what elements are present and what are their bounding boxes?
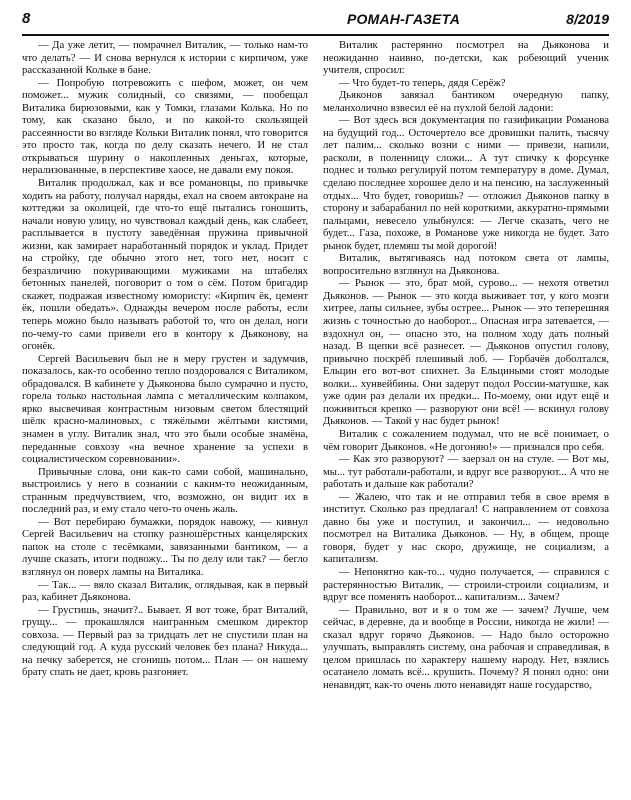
paragraph: — Непонятно как-то... чудно получается, — справился с растерянностью Виталик, — строили-строили социализм, и вдруг все поменять наоборот... капитализм... Зачем?	[323, 565, 609, 604]
paragraph: — Рынок — это, брат мой, сурово... — нехотя ответил Дьяконов. — Рынок — это когда выживает тот, у кого мозги хитрее, лапы сильнее, зубы острее... Рынок — это теперешняя жизнь с точностью до наоборот... Опасная игра затевается, — вздохнул он, — опасно это, на полном ходу дать полный назад. В щепки всё разнесет. — Дьяконов опустил голову, привычно поскрёб плешивый лоб. — Горбачёв доболтался, Ельцин его вот-вот спихнет. За Ельциными стоят молодые волки... хунвейбины. Они задерут подол России-матушке, как уже один раз делали их предки... По-моему, они идут ещё и поживиться крепко — разворуют они всё! — вскинул голову Дьяконов. — Такой у нас будет рынок!	[323, 277, 609, 428]
paragraph: — Да уже летит, — помрачнел Виталик, — только нам-то что делать? — И снова вернулся к истории с кирпичом, уже рассказанной Кольке в бане.	[22, 39, 308, 77]
paragraph: — Грустишь, значит?.. Бывает. Я вот тоже, брат Виталий, грущу... — прокашлялся наигранным смешком директор совхоза. — Первый раз за тридцать лет не спустили план на следующий год. А куда русский человек без плана? Никуда... на печку заберется, не сгонишь потом... План — он нашему брату спать не дает, кровь разгоняет.	[22, 603, 308, 679]
left-column	[22, 39, 308, 795]
paragraph: — Как это разворуют? — заерзал он на стуле. — Вот мы, мы... тут работали-работали, и вдруг все разворуют... А что не работать и дальше как работали?	[323, 453, 609, 491]
paragraph: — Попробую потревожить с шефом, может, он чем поможет... мужик солидный, со связями, — пообещал Виталика бирюзовыми, как у Томки, глазами Колька. Но по тому, как сказано было, и по какой-то скользящей рассеянности во взгляде Кольки Виталик понял, что говорится это просто так, когда по делу сказать нечего. И не стал открываться шурину о накопленных деньгах, которые, нерализованные, в перспективе хаосе, не давали ему покоя.	[22, 76, 308, 177]
paragraph: Привычные слова, они как-то сами собой, машинально, выстроились у него в сознании с каким-то неожиданным, странным предчувствием, что, возможно, он видит их в последний раз, и ему стало чего-то очень жаль.	[22, 465, 308, 516]
paragraph: — Правильно, вот и я о том же — зачем? Лучше, чем сейчас, в деревне, да и вообще в России, никогда не жили! — сказал вдруг горячо Дьяконов. — Надо было осторожно улучшать, выправлять систему, она рабочая и справедливая, в целом пришлась по характеру нашему народу. Нет, взялись осатанело ломать всё... крушить. Почему? Я понял одно: они ненавидят, как-то очень люто ненавидят наше государство,	[323, 603, 609, 691]
paragraph: Виталик, вытягиваясь над потоком света от лампы, вопросительно взглянул на Дьяконова.	[323, 252, 609, 277]
paragraph: — Что будет-то теперь, дядя Серёж?	[339, 76, 506, 89]
paragraph: Сергей Васильевич был не в меру грустен и задумчив, показалось, как-то особенно тепло поздоровался с Виталиком, обрадовался. В кабинете у Дьяконова было сумрачно и пусто, горела только настольная лампа с металлическим колпаком, ярко высвечивая контрастным низовым светом блестящий шёлк красно-малиновых, с тяжёлыми жёлтыми кистями, знамен в углу. Виталик знал, что это были особые знамёна, переданные совхозу «на вечное хранение за успехи в социалистическом соревновании».	[22, 352, 308, 466]
paragraph: — Так... — вяло сказал Виталик, оглядывая, как в первый раз, кабинет Дьяконова.	[22, 578, 308, 604]
paragraph: Виталик с сожалением подумал, что не всё понимает, о чём говорит Дьяконов. «Не догоняю!» — признался про себя.	[323, 427, 609, 453]
page-header	[22, 8, 609, 36]
journal-title: РОМАН-ГАЗЕТА	[347, 11, 461, 27]
paragraph: — Вот перебираю бумажки, порядок навожу, — кивнул Сергей Васильевич на стопку разношёрстных канцелярских папок на столе с тесёмками, завязанными бантиком, — а лучше сказать, итоги подвожу... Ты по делу или так? — бегло взглянул он поверх лампы на Виталика.	[22, 515, 308, 578]
paragraph: — Вот здесь вся документация по газификации Романова на будущий год... Осточертело все дровишки палить, тысячу лет палим... сколько возни с ними — привези, напили, расколи, в поленницу сложи... А тут спичку к форсунке поднес и только регулируй потом температуру в доме. Думал, сделаю последнее хорошее дело и на пенсию, на заслуженный отдых... Что будет, говоришь? — отложил Дьяконов папку в сторону и забарабанил по ней короткими, аккуратно-прямыми пальцами, невесело улыбнулся: — Легче сказать, чего не будет... Газа, похоже, в Романове уже никогда не будет. Зато рынок будет, племяш ты мой дорогой!	[323, 114, 609, 252]
issue-number: 8/2019	[566, 11, 609, 27]
right-column	[323, 39, 609, 795]
page-number: 8	[22, 10, 31, 27]
paragraph: Виталик растерянно посмотрел на Дьяконова и неожиданно наивно, по-детски, как робеющий ученик учителя, спросил:	[323, 39, 609, 77]
paragraph: Дьяконов завязал бантиком очередную папку, меланхолично взвесил её на пухлой белой ладони:	[323, 89, 609, 114]
paragraph: — Жалею, что так и не отправил тебя в свое время в институт. Сколько раз предлагал! С направлением от совхоза давно бы уже и поступил, и закончил... — недовольно посмотрел на Виталика Дьяконов. — Ну, в общем, проще говоря, будет у нас скоро, дружище, не социализм, а капитализм.	[323, 490, 609, 566]
paragraph: Виталик продолжал, как и все романовцы, по привычке ходить на работу, получал наряды, ехал на своем автокране на коттеджи за околицей, где что-то ещё пытались гоношить, начали новую улицу, но чувствовал каждый день, как слабеет, расплывается в пустоту заведённая пружина привычной жизни, как замирает наработанный порядок и уклад. Придет на стройку, где обычно этого нет, того нет, носит с безразличию покуривающими мужиками на штабелях бетонных панелей, поговорит о том о сём. Потом бригадир скажет, подражая известному юмористу: «Кирпич ёк, цемент ёк, пошли обедать». Однажды вечером после работы, если теперь можно было называть работой то, что он делал, ноги по-чему-то сами привели его в контору к Дьяконову, на огонёк.	[22, 177, 308, 353]
